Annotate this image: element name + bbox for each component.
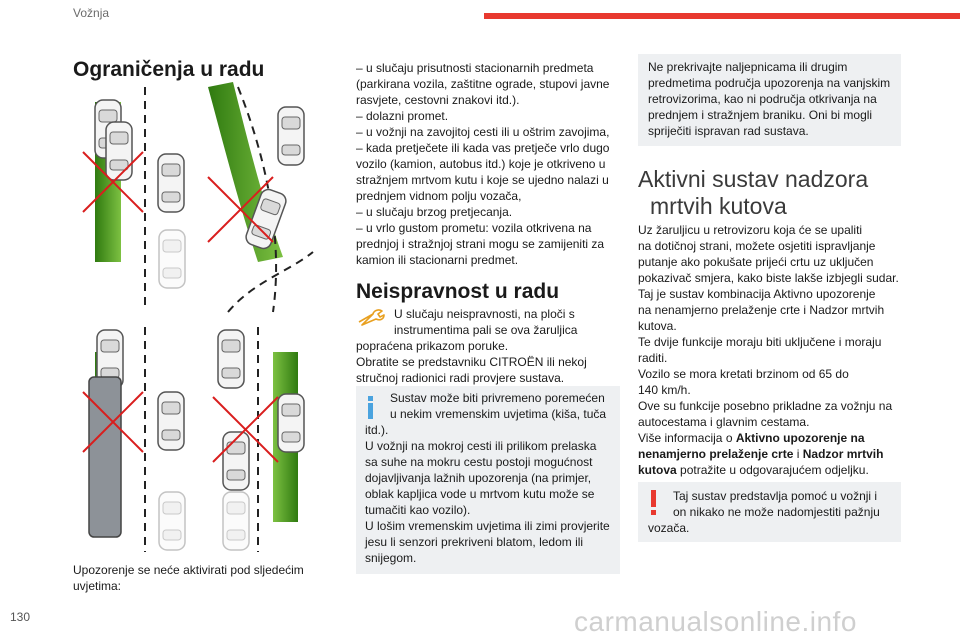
reference-line-3: kutova potražite u odgovarajućem odjeljku.	[638, 463, 869, 477]
info-box: Sustav može biti privremeno poremećen u nekim vremenskim uvjetima (kiša, tuča itd.). U vožnji na mokroj cesti ili prilikom prelaska sa suhe na mokru cestu postoji mogućnost dojavljivanja lažnih upozorenja (na primjer, oblak kapljica vode u mrtvom kutu može se tumačiti kao vozilo). U lošim vremenskim uvjetima ili zimi provjerite jesu li senzori prekriveni blatom, ledom ili snijegom.	[356, 386, 620, 574]
note-box: Ne prekrivajte naljepnicama ili drugim predmetima područja upozorenja na vanjskim retrovizorima, kao ni područja otkrivanja na prednjem i stražnjem braniku. Oni bi mogli spriječiti ispravan rad sustava.	[638, 54, 901, 146]
malfunction-title: Neispravnost u radu	[356, 280, 560, 303]
scenario-fast-overtaking	[213, 327, 304, 552]
watermark: carmanualsonline.info	[574, 606, 857, 637]
page-number: 130	[10, 610, 31, 624]
limitations-list: – u slučaju prisutnosti stacionarnih predmeta (parkirana vozila, zaštitne ograde, stupovi javne rasvjete, cestovni znakovi itd.). – dolazni promet. – u vožnji na zavojitoj cesti ili u oštrim zavojima, – kada pretječete ili kada vas pretječe vrlo dugo vozilo (kamion, autobus itd.) koje je otkriveno u stražnjem mrtvom kutu i koje se ujedno nalazi u prednjem vidnom polju vozača, – u slučaju brzog pretjecanja. – u vrlo gustom prometu: vozila otkrivena na prednjoj i stražnjoj strani mogu se zamijeniti za kamion ili stacionarni predmet.	[356, 61, 610, 267]
warning-box: Taj sustav predstavlja pomoć u vožnji i on nikako ne može nadomjestiti pažnju vozača.	[638, 482, 901, 542]
blind-spot-illustrations	[73, 82, 323, 557]
malfunction-text: U slučaju neispravnosti, na ploči s instrumentima pali se ova žaruljica popraćena prikazom poruke. Obratite se predstavniku CITROËN ili nekoj stručnoj radionici radi provjere sustava.	[356, 307, 587, 385]
limitations-caption: Upozorenje se neće aktivirati pod sljedećim uvjetima:	[73, 563, 304, 593]
reference-line-1: Više informacija o Aktivno upozorenje na	[638, 431, 865, 445]
scenario-long-vehicle	[83, 327, 185, 552]
section-header: Vožnja	[73, 6, 110, 20]
scenario-parked-vehicles	[83, 87, 185, 307]
reference-line-2: nenamjerno prelaženje crte i Nadzor mrtvih	[638, 447, 884, 461]
active-blind-spot-title: Aktivni sustav nadzora mrtvih kutova	[638, 166, 869, 219]
limitations-title: Ograničenja u radu	[73, 58, 265, 81]
active-blind-spot-text: Uz žaruljicu u retrovizoru koja će se upaliti na dotičnoj strani, možete osjetiti ispravljanje putanje ako pokušate prijeći crtu uz uključen pokazivač smjera, kako biste lakše izbjegli sudar. Taj je sustav kombinacija Aktivno upozorenje na nenamjerno prelaženje crte i Nadzor mrtvih kutova. Te dvije funkcije moraju biti uključene i moraju raditi. Vozilo se mora kretati brzinom od 65 do 140 km/h. Ove su funkcije posebno prikladne za vožnju na autocestama i glavnim cestama. Više informacija o Aktivno upozorenje na nenamjerno prelaženje crte i Nadzor mrtvih kutova potražite u odgovarajućem odjeljku.	[638, 222, 908, 478]
scenario-curved-road	[208, 82, 313, 312]
header-accent-bar	[484, 13, 960, 19]
